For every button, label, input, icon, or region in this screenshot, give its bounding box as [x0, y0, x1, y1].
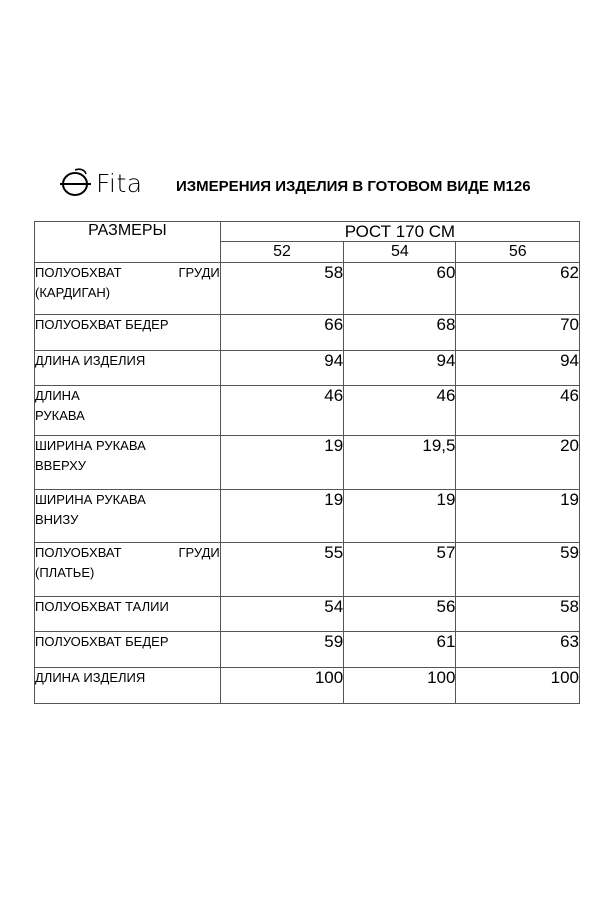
table-row: [35, 436, 580, 490]
measurement-value: 63: [456, 632, 580, 668]
measurement-value: 19: [220, 436, 343, 490]
measurement-value: 61: [344, 632, 456, 668]
label-line-2: (ПЛАТЬЕ): [35, 565, 95, 580]
measurement-label: [35, 386, 221, 436]
table-row: [35, 386, 580, 436]
size-column-header: 52: [220, 242, 343, 263]
table-row: [35, 597, 580, 632]
measurement-value: 46: [344, 386, 456, 436]
measurement-value: 46: [456, 386, 580, 436]
measurement-value: 19,5: [344, 436, 456, 490]
measurement-value: 57: [344, 543, 456, 597]
measurement-value: 20: [456, 436, 580, 490]
table-row: [35, 351, 580, 386]
label-line-1: ДЛИНА: [35, 388, 80, 403]
measurement-value: 94: [220, 351, 343, 386]
measurement-label: ПОЛУОБХВАТ ТАЛИИ: [35, 597, 221, 632]
measurement-value: 54: [220, 597, 343, 632]
measurement-value: 60: [344, 263, 456, 315]
label-line-1: ШИРИНА РУКАВА: [35, 492, 146, 507]
height-header: РОСТ 170 СМ: [220, 222, 579, 242]
measurement-value: 100: [456, 668, 580, 704]
label-line-2: ВВЕРХУ: [35, 458, 87, 473]
table-row: [35, 632, 580, 668]
measurement-value: 56: [344, 597, 456, 632]
label-line-1: ШИРИНА РУКАВА: [35, 438, 146, 453]
measurement-value: 59: [456, 543, 580, 597]
label-line-1: ПОЛУОБХВАТ ГРУДИ: [35, 265, 220, 280]
label-line-2: ВНИЗУ: [35, 512, 79, 527]
measurement-value: 70: [456, 315, 580, 351]
fita-logo-icon: [60, 168, 92, 198]
page-title: ИЗМЕРЕНИЯ ИЗДЕЛИЯ В ГОТОВОМ ВИДЕ М126: [176, 178, 531, 195]
measurement-label: ДЛИНА ИЗДЕЛИЯ: [35, 351, 221, 386]
measurement-value: 100: [220, 668, 343, 704]
measurement-value: 59: [220, 632, 343, 668]
label-line-2: РУКАВА: [35, 408, 85, 423]
measurement-value: 62: [456, 263, 580, 315]
measurement-value: 94: [456, 351, 580, 386]
measurement-label: ДЛИНА ИЗДЕЛИЯ: [35, 668, 221, 704]
measurement-value: 19: [344, 490, 456, 543]
table-row: [35, 668, 580, 704]
measurement-value: 94: [344, 351, 456, 386]
table-row: [35, 543, 580, 597]
table-row: [35, 263, 580, 315]
measurement-value: 100: [344, 668, 456, 704]
sizes-header: РАЗМЕРЫ: [35, 222, 221, 263]
measurement-value: 19: [456, 490, 580, 543]
measurement-value: 58: [220, 263, 343, 315]
logo-text: Fita: [96, 169, 143, 198]
measurement-value: 58: [456, 597, 580, 632]
table-row: [35, 315, 580, 351]
measurement-label: [35, 263, 221, 315]
label-line-2: (КАРДИГАН): [35, 285, 111, 300]
page-header: [60, 166, 580, 206]
table-row: [35, 490, 580, 543]
size-column-header: 56: [456, 242, 580, 263]
measurement-value: 46: [220, 386, 343, 436]
measurement-label: [35, 543, 221, 597]
table-header-row: [35, 222, 580, 242]
measurement-label: [35, 436, 221, 490]
measurement-value: 66: [220, 315, 343, 351]
measurement-value: 19: [220, 490, 343, 543]
label-line-1: ПОЛУОБХВАТ ГРУДИ: [35, 545, 220, 560]
measurement-label: ПОЛУОБХВАТ БЕДЕР: [35, 315, 221, 351]
size-column-header: 54: [344, 242, 456, 263]
measurement-label: ПОЛУОБХВАТ БЕДЕР: [35, 632, 221, 668]
measurement-label: [35, 490, 221, 543]
brand-logo: [60, 166, 170, 202]
measurement-value: 55: [220, 543, 343, 597]
measurement-value: 68: [344, 315, 456, 351]
size-chart-table: [34, 221, 580, 704]
